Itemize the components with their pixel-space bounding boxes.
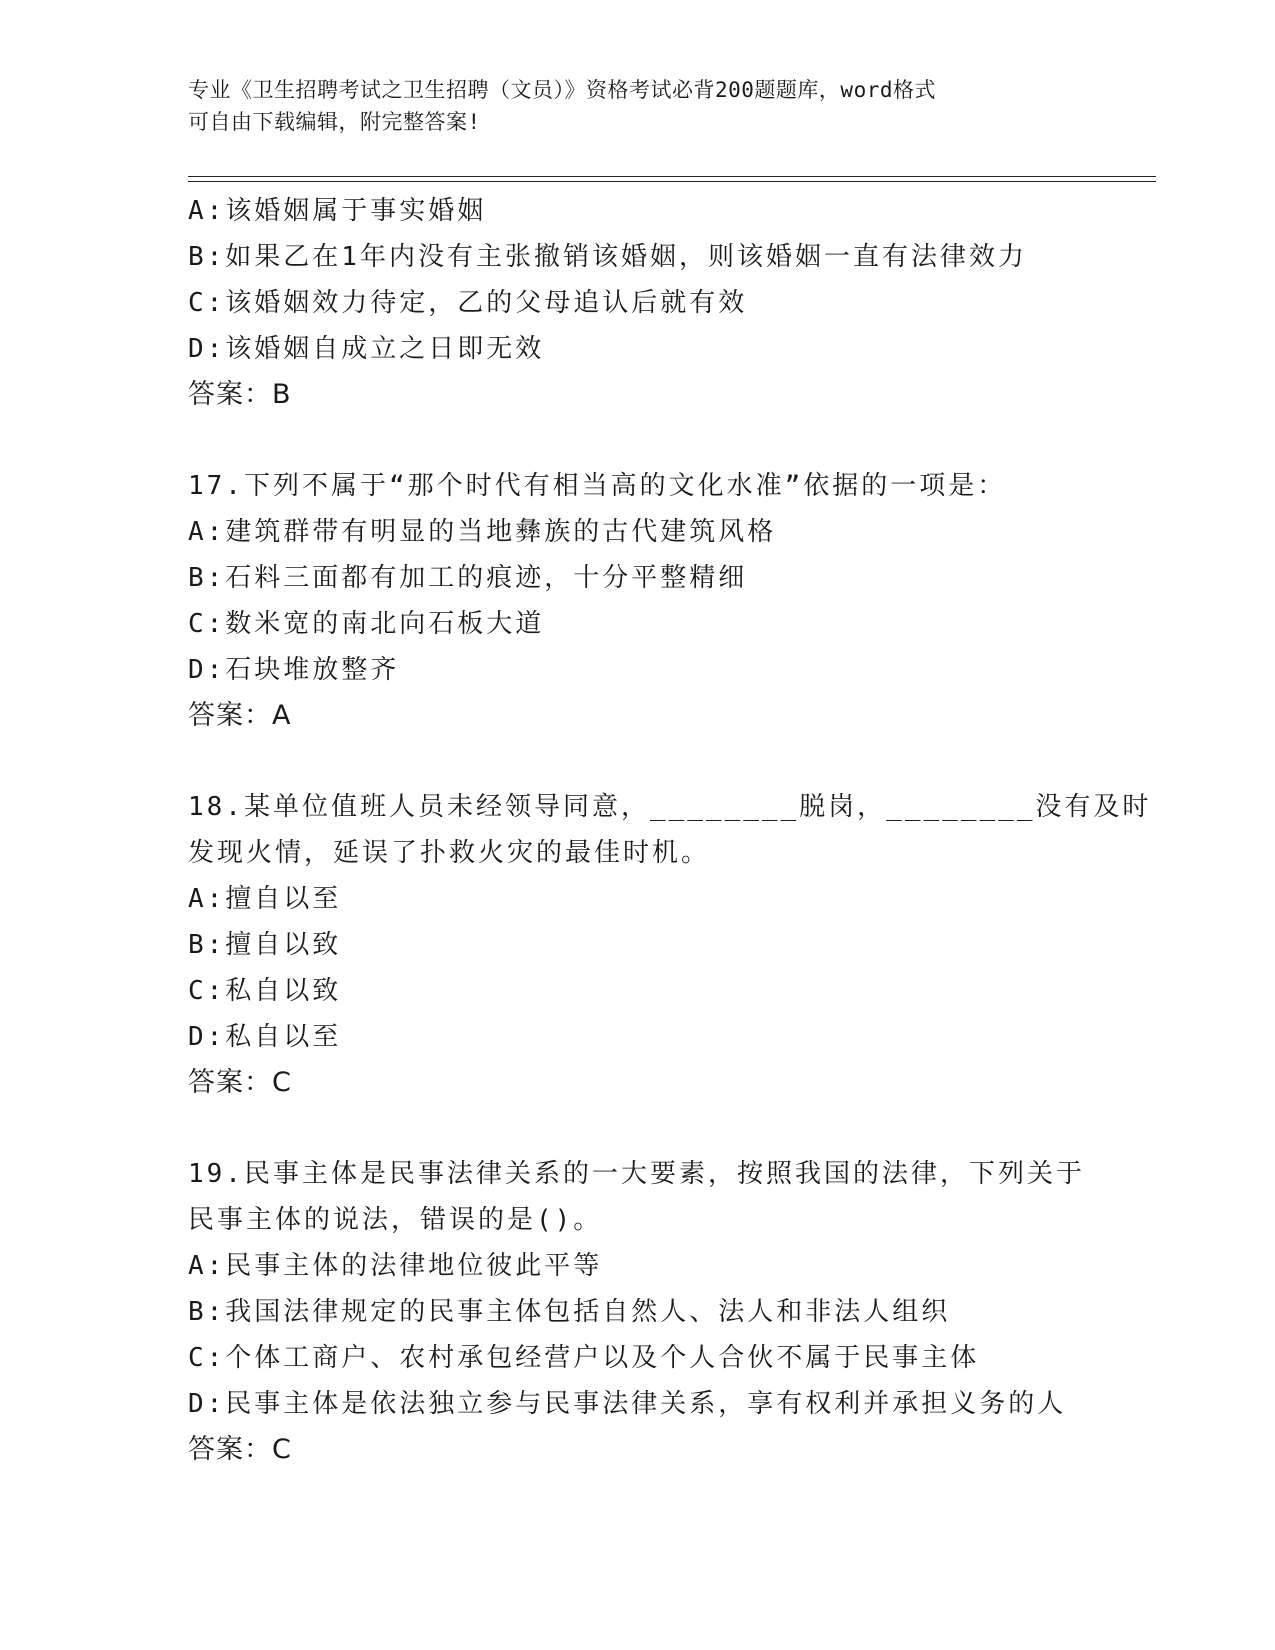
question-stem: 19.民事主体是民事法律关系的一大要素，按照我国的法律，下列关于 [188,1159,1085,1189]
option-a: A:该婚姻属于事实婚姻 [188,196,487,226]
option-b: B:石料三面都有加工的痕迹，十分平整精细 [188,563,748,593]
answer-line: 答案：C [188,1067,292,1098]
option-a: A:擅自以至 [188,884,342,914]
question-17 [188,463,1148,739]
question-19 [188,1151,1148,1473]
answer-line: 答案：A [188,700,292,731]
question-stem: 17.下列不属于“那个时代有相当高的文化水准”依据的一项是： [188,471,1007,501]
header-title-line-2: 可自由下载编辑，附完整答案! [188,110,481,134]
option-b: B:如果乙在1年内没有主张撤销该婚姻，则该婚姻一直有法律效力 [188,242,1027,272]
option-d: D:民事主体是依法独立参与民事法律关系，享有权利并承担义务的人 [188,1389,1067,1419]
option-d: D:该婚姻自成立之日即无效 [188,334,545,364]
answer-line: 答案：C [188,1434,292,1465]
question-18 [188,784,1152,1106]
option-b: B:我国法律规定的民事主体包括自然人、法人和非法人组织 [188,1297,951,1327]
option-c: C:该婚姻效力待定，乙的父母追认后就有效 [188,288,748,318]
question-stem-continued: 民事主体的说法，错误的是()。 [188,1205,603,1235]
header-title-line-1: 专业《卫生招聘考试之卫生招聘（文员）》资格考试必背200题题库，word格式 [188,78,936,102]
question-list [188,188,1152,1473]
question-stem: 18.某单位值班人员未经领导同意，________脱岗，________没有及时 [188,792,1152,822]
option-d: D:私自以至 [188,1022,342,1052]
spacer [188,1106,1148,1151]
option-b: B:擅自以致 [188,930,342,960]
spacer [188,418,1148,463]
question-16-continued [188,188,1148,418]
spacer [188,739,1148,784]
header-divider-bottom [188,181,1156,182]
question-stem-continued: 发现火情，延误了扑救火灾的最佳时机。 [188,838,711,868]
option-c: C:个体工商户、农村承包经营户以及个人合伙不属于民事主体 [188,1343,980,1373]
option-a: A:民事主体的法律地位彼此平等 [188,1251,603,1281]
option-c: C:私自以致 [188,976,342,1006]
option-c: C:数米宽的南北向石板大道 [188,609,545,639]
answer-line: 答案：B [188,379,292,410]
option-a: A:建筑群带有明显的当地彝族的古代建筑风格 [188,517,777,547]
document-header [188,74,1088,138]
option-d: D:石块堆放整齐 [188,655,400,685]
header-divider-top [188,176,1156,177]
